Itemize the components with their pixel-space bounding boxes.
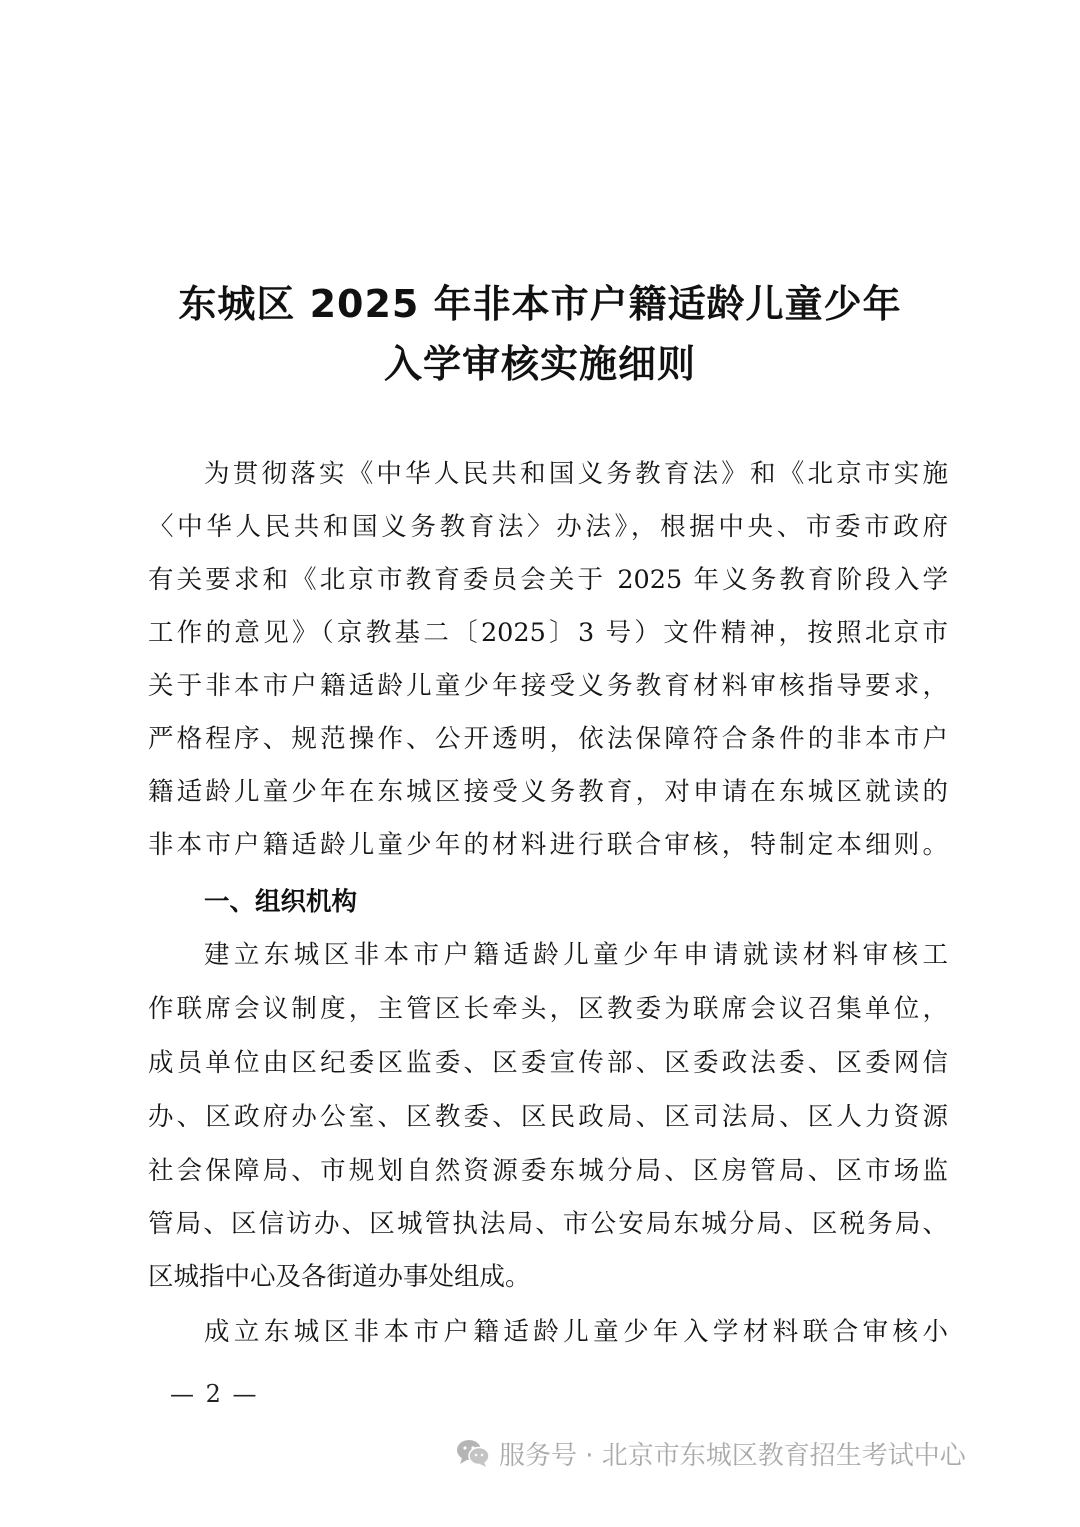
paragraph-1-line: 关于非本市户籍适龄儿童少年接受义务教育材料审核指导要求，: [148, 671, 948, 701]
paragraph-2-line: 成员单位由区纪委区监委、区委宣传部、区委政法委、区委网信: [148, 1048, 948, 1078]
page-number: — 2 —: [170, 1380, 259, 1408]
wechat-icon: [455, 1435, 491, 1471]
paragraph-3-line: 成立东城区非本市户籍适龄儿童少年入学材料联合审核小: [204, 1317, 948, 1347]
paragraph-1-line: 工作的意见》（京教基二〔2025〕3 号）文件精神，按照北京市: [148, 618, 948, 648]
paragraph-1-line: 有关要求和《北京市教育委员会关于 2025 年义务教育阶段入学: [148, 565, 948, 595]
paragraph-1-line: 非本市户籍适龄儿童少年的材料进行联合审核，特制定本细则。: [148, 830, 948, 860]
paragraph-2-line: 作联席会议制度，主管区长牵头，区教委为联席会议召集单位，: [148, 994, 948, 1024]
paragraph-1-line: 籍适龄儿童少年在东城区接受义务教育，对申请在东城区就读的: [148, 777, 948, 807]
watermark-text: 服务号 · 北京市东城区教育招生考试中心: [499, 1440, 966, 1471]
document-title-line-2: 入学审核实施细则: [383, 342, 696, 386]
paragraph-1-line: 〈中华人民共和国义务教育法〉办法》，根据中央、市委市政府: [148, 512, 948, 542]
paragraph-2-line: 办、区政府办公室、区教委、区民政局、区司法局、区人力资源: [148, 1102, 948, 1132]
paragraph-2-line: 建立东城区非本市户籍适龄儿童少年申请就读材料审核工: [204, 940, 948, 970]
section-heading: 一、组织机构: [204, 887, 358, 917]
paragraph-1-line: 严格程序、规范操作、公开透明，依法保障符合条件的非本市户: [148, 724, 948, 754]
paragraph-2-line: 区城指中心及各街道办事处组成。: [148, 1262, 531, 1292]
document-title-line-1: 东城区 2025 年非本市户籍适龄儿童少年: [178, 282, 902, 326]
watermark: [455, 1428, 966, 1478]
paragraph-2-line: 管局、区信访办、区城管执法局、市公安局东城分局、区税务局、: [148, 1209, 948, 1239]
paragraph-1-line: 为贯彻落实《中华人民共和国义务教育法》和《北京市实施: [204, 459, 948, 489]
paragraph-2-line: 社会保障局、市规划自然资源委东城分局、区房管局、区市场监: [148, 1156, 948, 1186]
